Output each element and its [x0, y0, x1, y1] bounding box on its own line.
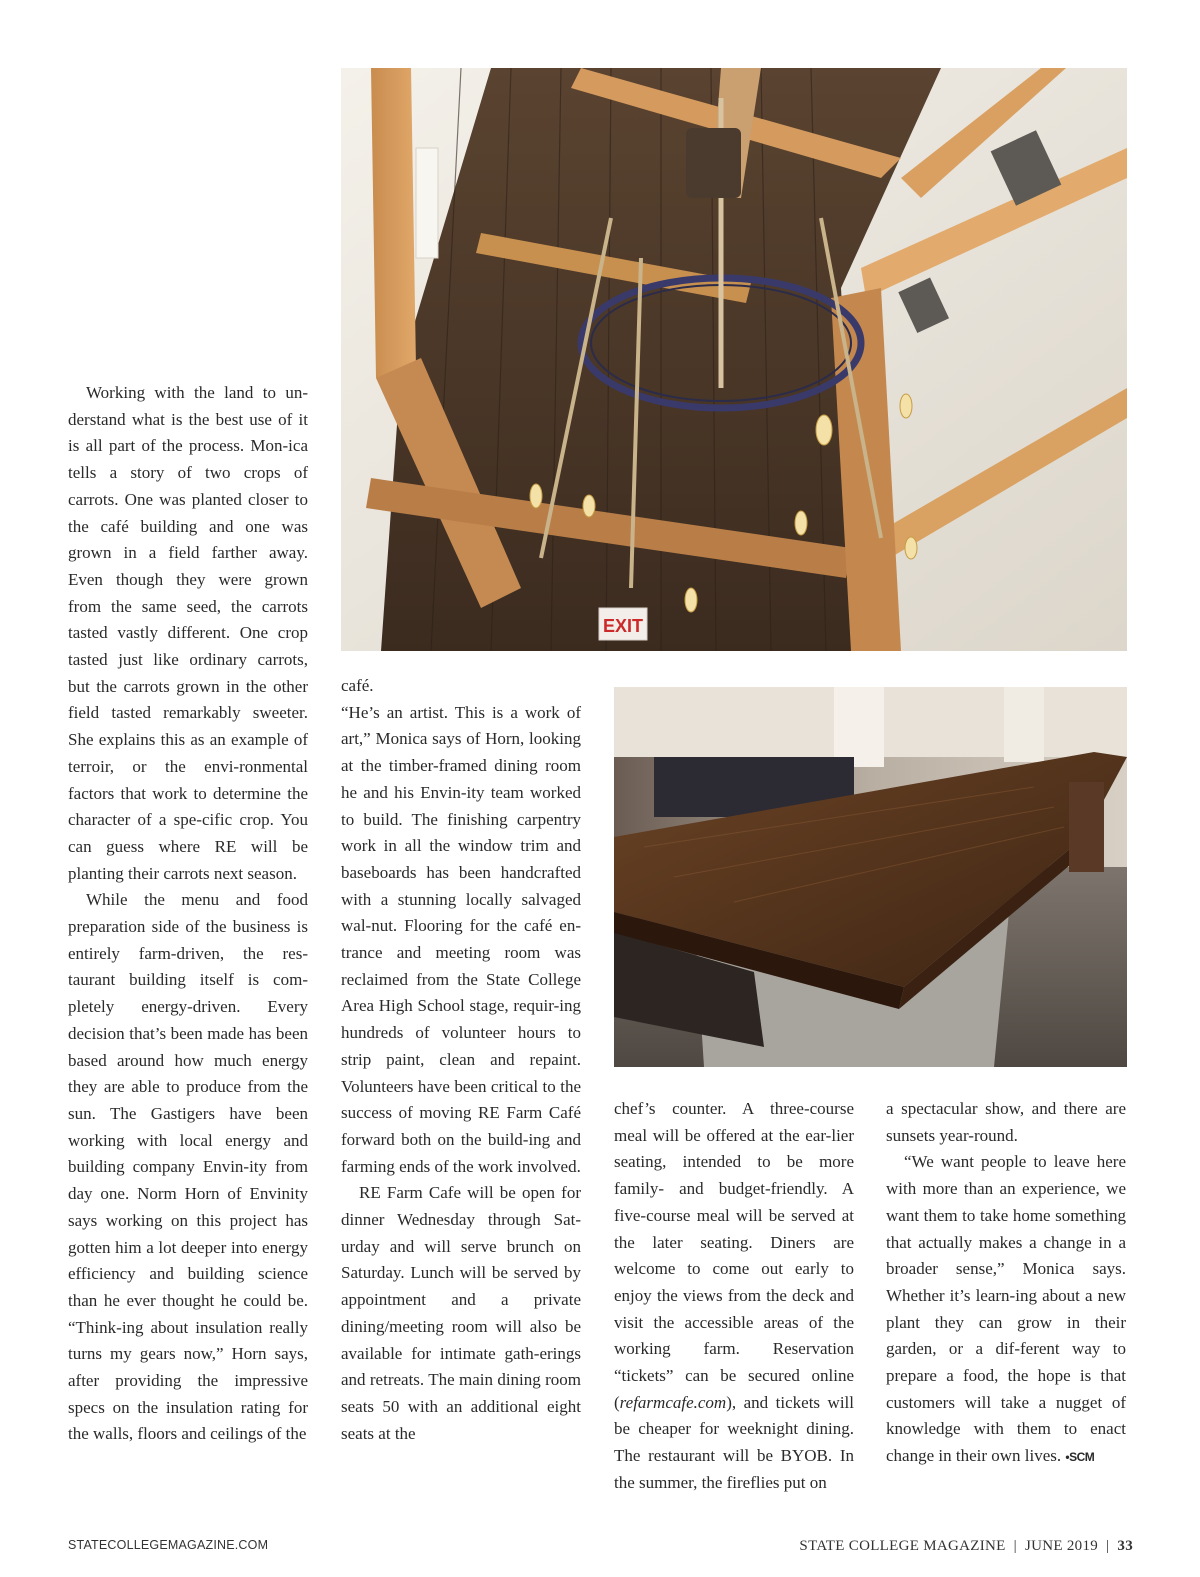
footer-issue: JUNE 2019 [1024, 1538, 1099, 1554]
article-paragraph [886, 1149, 1126, 1470]
walnut-counter-photo [614, 687, 1127, 1067]
footer-publication: STATE COLLEGE MAGAZINE [799, 1538, 1006, 1554]
footer-separator: | [1013, 1538, 1017, 1554]
article-paragraph: café. [341, 676, 374, 695]
article-text: ), and tickets will be cheaper for weeknight dining. The restaurant will be BYOB. In the summer, the fireflies put on [614, 1392, 854, 1492]
article-column-4 [886, 1096, 1126, 1471]
article-paragraph: a spectacular show, and there are sunsets year-round. [886, 1099, 1126, 1145]
timber-ceiling-chandelier-photo [341, 68, 1127, 651]
footer-separator: | [1106, 1538, 1110, 1554]
website-link[interactable]: refarmcafe.com [619, 1392, 727, 1412]
article-paragraph: Working with the land to un-derstand what is the best use of it is all part of the process. Mon-ica tells a story of two crops of carrots. One was planted closer to the café building and one was grown in a field farther away. Even though they were grown from the same seed, the carrots tasted vastly different. One crop tasted just like ordinary carrots, but the carrots grown in the other field tasted remarkably sweeter. She explains this as an example of terroir, or the envi-ronmental factors that work to determine the character of a spe-cific crop. You can guess where RE will be planting their carrots next season. [68, 383, 308, 883]
article-paragraph [614, 1096, 854, 1497]
article-paragraph: While the menu and food preparation side of the business is entirely farm-driven, the res-taurant building itself is com-pletely energy-driven. Every decision that’s been made has been based around how much energy they are able to produce from the sun. The Gastigers have been working with local energy and building company Envin-ity from day one. Norm Horn of Envinity says working on this project has gotten him a lot deeper into energy efficiency and building science than he ever thought he could be. “Think-ing about insulation really turns my gears now,” Horn says, after providing the impressive specs on the insulation rating for the walls, floors and ceilings of the [68, 890, 308, 1444]
article-paragraph: “He’s an artist. This is a work of art,” Monica says of Horn, looking at the timber-framed dining room he and his Envin-ity team worked to build. The finishing carpentry work in all the window trim and baseboards has been handcrafted with a stunning locally salvaged wal-nut. Flooring for the café en-trance and meeting room was reclaimed from the State College Area High School stage, requir-ing hundreds of volunteer hours to strip paint, clean and repaint. Volunteers have been critical to the success of moving RE Farm Café forward both on the build-ing and farming ends of the work involved. [341, 702, 581, 1176]
article-text: chef’s counter. A three-course meal will be offered at the ear-lier seating, intended to be more family- and budget-friendly. A five-course meal will be served at the later seating. Diners are welcome to come out early to enjoy the views from the deck and visit the accessible areas of the working farm. Reservation “tickets” can be secured online ( [614, 1099, 854, 1412]
footer-website: STATECOLLEGEMAGAZINE.COM [68, 1538, 269, 1552]
article-column-1 [68, 380, 308, 1448]
article-text: “We want people to leave here with more than an experience, we want them to take home something that actually makes a change in a broader sense,” Monica says. Whether it’s learn-ing about a new plant they can grow in their garden, or a dif-ferent way to prepare a food, the hope is that customers will take a nugget of knowledge with them to enact change in their own lives. [886, 1152, 1126, 1466]
article-column-2 [341, 673, 581, 1447]
page-number: 33 [1117, 1538, 1133, 1554]
exit-sign-text: EXIT [602, 616, 644, 636]
end-mark: •SCM [1065, 1450, 1095, 1465]
article-paragraph: RE Farm Cafe will be open for dinner Wednesday through Sat-urday and will serve brunch on Saturday. Lunch will be served by appointment and a private dining/meeting room will also be available for intimate gath-erings and retreats. The main dining room seats 50 with an additional eight seats at the [341, 1183, 581, 1443]
footer-folio [799, 1538, 1133, 1555]
article-column-3 [614, 1096, 854, 1497]
